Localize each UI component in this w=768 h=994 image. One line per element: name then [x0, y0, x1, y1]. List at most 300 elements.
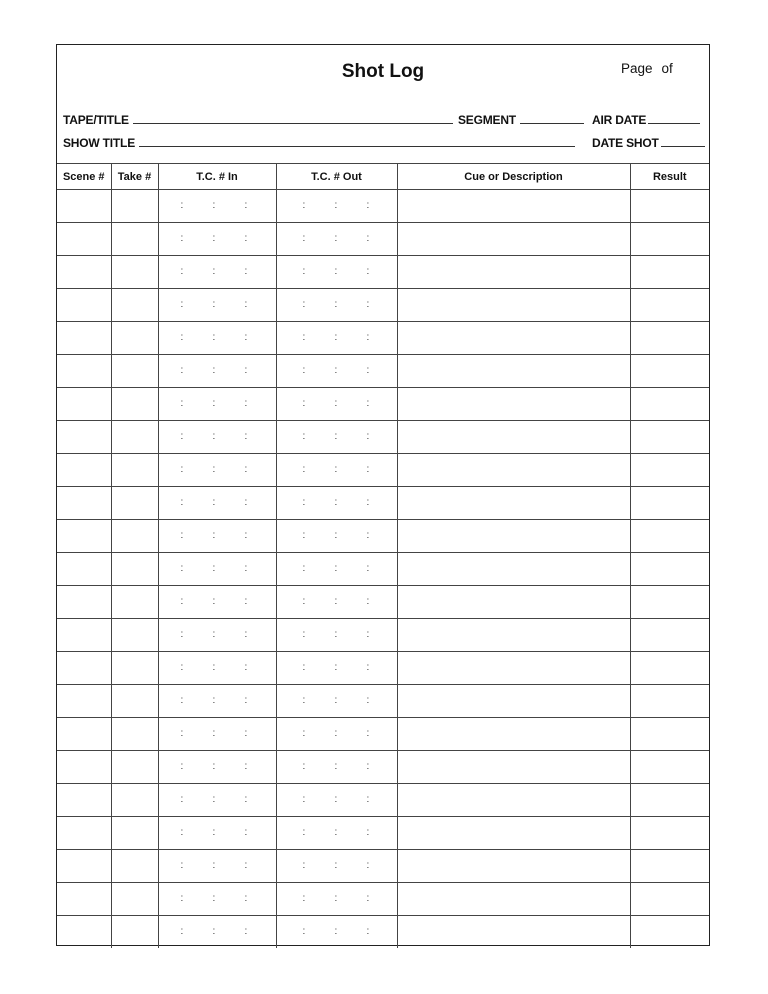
cue-description-cell[interactable] — [397, 322, 630, 355]
shot-log-form — [56, 44, 710, 946]
tc-in-cell[interactable] — [158, 289, 276, 322]
result-cell[interactable] — [630, 520, 709, 553]
cue-description-cell[interactable] — [397, 916, 630, 949]
timecode-separator: : — [212, 893, 216, 904]
timecode-separator: : — [212, 827, 216, 838]
cue-description-cell[interactable] — [397, 751, 630, 784]
cue-description-cell[interactable] — [397, 421, 630, 454]
tc-out-cell[interactable] — [276, 421, 397, 454]
col-header-take: Take # — [111, 164, 158, 190]
cue-description-cell[interactable] — [397, 586, 630, 619]
cue-description-cell[interactable] — [397, 388, 630, 421]
cue-description-cell[interactable] — [397, 289, 630, 322]
result-cell[interactable] — [630, 850, 709, 883]
result-cell[interactable] — [630, 685, 709, 718]
tc-in-cell[interactable] — [158, 520, 276, 553]
timecode-separator: : — [212, 596, 216, 607]
tc-out-cell[interactable] — [276, 586, 397, 619]
scene-cell[interactable] — [57, 289, 111, 322]
timecode-separator: : — [334, 794, 338, 805]
timecode-separator: : — [302, 299, 306, 310]
timecode-separator: : — [244, 695, 248, 706]
tc-in-cell[interactable] — [158, 784, 276, 817]
result-cell[interactable] — [630, 817, 709, 850]
result-cell[interactable] — [630, 586, 709, 619]
result-cell[interactable] — [630, 289, 709, 322]
timecode-separator: : — [302, 794, 306, 805]
timecode-separator: : — [302, 827, 306, 838]
timecode-separator: : — [212, 563, 216, 574]
timecode-separator: : — [212, 332, 216, 343]
take-cell[interactable] — [111, 289, 158, 322]
result-cell[interactable] — [630, 256, 709, 289]
tc-in-cell[interactable] — [158, 652, 276, 685]
timecode-separator: : — [212, 464, 216, 475]
result-cell[interactable] — [630, 751, 709, 784]
timecode-separator: : — [212, 299, 216, 310]
tc-in-cell[interactable] — [158, 388, 276, 421]
timecode-separator: : — [366, 695, 370, 706]
timecode-separator: : — [180, 200, 184, 211]
cue-description-cell[interactable] — [397, 619, 630, 652]
cue-description-cell[interactable] — [397, 520, 630, 553]
table-row — [57, 817, 709, 850]
timecode-separator: : — [180, 431, 184, 442]
cue-description-cell[interactable] — [397, 355, 630, 388]
table-row — [57, 883, 709, 916]
tc-out-cell[interactable] — [276, 619, 397, 652]
scene-cell[interactable] — [57, 421, 111, 454]
tc-in-cell[interactable] — [158, 850, 276, 883]
timecode-separator: : — [212, 761, 216, 772]
timecode-separator: : — [366, 200, 370, 211]
timecode-separator: : — [302, 464, 306, 475]
result-cell[interactable] — [630, 223, 709, 256]
timecode-separator: : — [180, 860, 184, 871]
result-cell[interactable] — [630, 883, 709, 916]
tc-out-cell[interactable] — [276, 553, 397, 586]
table-row — [57, 751, 709, 784]
scene-cell[interactable] — [57, 322, 111, 355]
tc-out-cell[interactable] — [276, 190, 397, 223]
table-row — [57, 586, 709, 619]
result-cell[interactable] — [630, 190, 709, 223]
timecode-separator: : — [180, 497, 184, 508]
timecode-separator: : — [334, 728, 338, 739]
timecode-separator: : — [334, 563, 338, 574]
timecode-separator: : — [366, 365, 370, 376]
timecode-separator: : — [366, 563, 370, 574]
table-row — [57, 223, 709, 256]
tc-in-cell[interactable] — [158, 883, 276, 916]
timecode-separator: : — [212, 695, 216, 706]
timecode-separator: : — [366, 332, 370, 343]
take-cell[interactable] — [111, 652, 158, 685]
tc-out-cell[interactable] — [276, 388, 397, 421]
timecode-separator: : — [244, 893, 248, 904]
tape-title-field[interactable] — [63, 113, 453, 127]
timecode-separator: : — [302, 332, 306, 343]
take-cell[interactable] — [111, 718, 158, 751]
tc-in-cell[interactable] — [158, 817, 276, 850]
timecode-separator: : — [244, 233, 248, 244]
result-cell[interactable] — [630, 454, 709, 487]
timecode-separator: : — [302, 629, 306, 640]
table-row — [57, 355, 709, 388]
timecode-separator: : — [180, 893, 184, 904]
tape-title-line[interactable] — [133, 123, 453, 124]
timecode-separator: : — [334, 596, 338, 607]
scene-cell[interactable] — [57, 850, 111, 883]
timecode-separator: : — [334, 266, 338, 277]
table-row — [57, 685, 709, 718]
cue-description-cell[interactable] — [397, 850, 630, 883]
timecode-separator: : — [366, 794, 370, 805]
cue-description-cell[interactable] — [397, 454, 630, 487]
timecode-separator: : — [302, 398, 306, 409]
segment-field[interactable] — [458, 113, 584, 127]
table-row — [57, 784, 709, 817]
timecode-separator: : — [244, 827, 248, 838]
timecode-separator: : — [244, 266, 248, 277]
cue-description-cell[interactable] — [397, 685, 630, 718]
scene-cell[interactable] — [57, 553, 111, 586]
timecode-separator: : — [212, 926, 216, 937]
timecode-separator: : — [334, 464, 338, 475]
result-cell[interactable] — [630, 355, 709, 388]
tc-in-cell[interactable] — [158, 454, 276, 487]
air-date-line[interactable] — [648, 123, 700, 124]
timecode-separator: : — [334, 530, 338, 541]
take-cell[interactable] — [111, 553, 158, 586]
cue-description-cell[interactable] — [397, 652, 630, 685]
result-cell[interactable] — [630, 784, 709, 817]
tc-out-cell[interactable] — [276, 355, 397, 388]
timecode-separator: : — [366, 662, 370, 673]
timecode-separator: : — [180, 596, 184, 607]
table-row — [57, 850, 709, 883]
timecode-separator: : — [302, 926, 306, 937]
timecode-separator: : — [302, 233, 306, 244]
take-cell[interactable] — [111, 784, 158, 817]
scene-cell[interactable] — [57, 256, 111, 289]
tc-in-cell[interactable] — [158, 718, 276, 751]
date-shot-field[interactable] — [592, 136, 705, 150]
timecode-separator: : — [366, 728, 370, 739]
tc-in-cell[interactable] — [158, 685, 276, 718]
take-cell[interactable] — [111, 619, 158, 652]
tc-in-cell[interactable] — [158, 355, 276, 388]
tc-out-cell[interactable] — [276, 652, 397, 685]
result-cell[interactable] — [630, 388, 709, 421]
timecode-separator: : — [244, 332, 248, 343]
tc-in-cell[interactable] — [158, 190, 276, 223]
tc-in-cell[interactable] — [158, 553, 276, 586]
timecode-separator: : — [302, 530, 306, 541]
tc-in-cell[interactable] — [158, 586, 276, 619]
timecode-separator: : — [302, 431, 306, 442]
tc-out-cell[interactable] — [276, 883, 397, 916]
table-header-row — [57, 164, 709, 190]
form-title: Shot Log — [341, 61, 425, 82]
scene-cell[interactable] — [57, 388, 111, 421]
take-cell[interactable] — [111, 751, 158, 784]
take-cell[interactable] — [111, 817, 158, 850]
table-row — [57, 322, 709, 355]
timecode-separator: : — [212, 530, 216, 541]
tc-out-cell[interactable] — [276, 256, 397, 289]
segment-label: SEGMENT — [458, 113, 516, 127]
result-cell[interactable] — [630, 916, 709, 949]
take-cell[interactable] — [111, 520, 158, 553]
segment-line[interactable] — [520, 123, 584, 124]
scene-cell[interactable] — [57, 751, 111, 784]
scene-cell[interactable] — [57, 916, 111, 949]
result-cell[interactable] — [630, 322, 709, 355]
take-cell[interactable] — [111, 883, 158, 916]
timecode-separator: : — [244, 860, 248, 871]
table-row — [57, 421, 709, 454]
table-row — [57, 388, 709, 421]
tc-out-cell[interactable] — [276, 487, 397, 520]
timecode-separator: : — [212, 365, 216, 376]
date-shot-line[interactable] — [661, 146, 705, 147]
result-cell[interactable] — [630, 487, 709, 520]
cue-description-cell[interactable] — [397, 223, 630, 256]
tc-out-cell[interactable] — [276, 223, 397, 256]
timecode-separator: : — [334, 200, 338, 211]
cue-description-cell[interactable] — [397, 784, 630, 817]
scene-cell[interactable] — [57, 784, 111, 817]
timecode-separator: : — [302, 695, 306, 706]
timecode-separator: : — [334, 299, 338, 310]
timecode-separator: : — [180, 365, 184, 376]
timecode-separator: : — [366, 827, 370, 838]
tc-out-cell[interactable] — [276, 784, 397, 817]
timecode-separator: : — [180, 332, 184, 343]
tc-out-cell[interactable] — [276, 520, 397, 553]
timecode-separator: : — [244, 530, 248, 541]
timecode-separator: : — [334, 431, 338, 442]
timecode-separator: : — [212, 233, 216, 244]
col-header-result: Result — [630, 164, 709, 190]
timecode-separator: : — [180, 530, 184, 541]
take-cell[interactable] — [111, 256, 158, 289]
tc-out-cell[interactable] — [276, 322, 397, 355]
tc-in-cell[interactable] — [158, 487, 276, 520]
scene-cell[interactable] — [57, 487, 111, 520]
take-cell[interactable] — [111, 850, 158, 883]
timecode-separator: : — [302, 266, 306, 277]
scene-cell[interactable] — [57, 718, 111, 751]
timecode-separator: : — [180, 728, 184, 739]
result-cell[interactable] — [630, 652, 709, 685]
timecode-separator: : — [334, 860, 338, 871]
cue-description-cell[interactable] — [397, 190, 630, 223]
timecode-separator: : — [302, 860, 306, 871]
take-cell[interactable] — [111, 421, 158, 454]
timecode-separator: : — [244, 464, 248, 475]
timecode-separator: : — [366, 860, 370, 871]
table-row — [57, 652, 709, 685]
take-cell[interactable] — [111, 685, 158, 718]
result-cell[interactable] — [630, 718, 709, 751]
table-row — [57, 289, 709, 322]
tc-out-cell[interactable] — [276, 817, 397, 850]
scene-cell[interactable] — [57, 520, 111, 553]
scene-cell[interactable] — [57, 652, 111, 685]
timecode-separator: : — [366, 266, 370, 277]
take-cell[interactable] — [111, 322, 158, 355]
air-date-label: AIR DATE — [592, 113, 647, 127]
tc-out-cell[interactable] — [276, 751, 397, 784]
timecode-separator: : — [334, 332, 338, 343]
show-title-line[interactable] — [139, 146, 575, 147]
take-cell[interactable] — [111, 487, 158, 520]
tc-in-cell[interactable] — [158, 421, 276, 454]
timecode-separator: : — [302, 893, 306, 904]
col-header-tc-in: T.C. # In — [158, 164, 276, 190]
cue-description-cell[interactable] — [397, 883, 630, 916]
timecode-separator: : — [366, 596, 370, 607]
col-header-tc-out: T.C. # Out — [276, 164, 397, 190]
timecode-separator: : — [212, 266, 216, 277]
table-row — [57, 553, 709, 586]
table-row — [57, 916, 709, 949]
tc-out-cell[interactable] — [276, 685, 397, 718]
timecode-separator: : — [334, 695, 338, 706]
table-body — [57, 190, 709, 949]
cue-description-cell[interactable] — [397, 553, 630, 586]
scene-cell[interactable] — [57, 355, 111, 388]
timecode-separator: : — [244, 398, 248, 409]
timecode-separator: : — [244, 761, 248, 772]
table-row — [57, 256, 709, 289]
take-cell[interactable] — [111, 223, 158, 256]
col-header-scene: Scene # — [57, 164, 111, 190]
timecode-separator: : — [212, 497, 216, 508]
tc-out-cell[interactable] — [276, 289, 397, 322]
timecode-separator: : — [212, 200, 216, 211]
tc-out-cell[interactable] — [276, 916, 397, 949]
timecode-separator: : — [180, 233, 184, 244]
tc-out-cell[interactable] — [276, 850, 397, 883]
timecode-separator: : — [180, 266, 184, 277]
timecode-separator: : — [302, 563, 306, 574]
take-cell[interactable] — [111, 916, 158, 949]
timecode-separator: : — [212, 728, 216, 739]
page-label: Page — [621, 61, 653, 76]
take-cell[interactable] — [111, 190, 158, 223]
timecode-separator: : — [180, 827, 184, 838]
show-title-field[interactable] — [63, 136, 575, 150]
timecode-separator: : — [212, 662, 216, 673]
table-row — [57, 619, 709, 652]
scene-cell[interactable] — [57, 619, 111, 652]
scene-cell[interactable] — [57, 883, 111, 916]
show-title-label: SHOW TITLE — [63, 136, 135, 150]
tc-in-cell[interactable] — [158, 223, 276, 256]
scene-cell[interactable] — [57, 586, 111, 619]
cue-description-cell[interactable] — [397, 718, 630, 751]
timecode-separator: : — [180, 629, 184, 640]
cue-description-cell[interactable] — [397, 817, 630, 850]
table-row — [57, 190, 709, 223]
tc-in-cell[interactable] — [158, 619, 276, 652]
timecode-separator: : — [334, 662, 338, 673]
timecode-separator: : — [302, 761, 306, 772]
timecode-separator: : — [334, 233, 338, 244]
timecode-separator: : — [244, 596, 248, 607]
tc-in-cell[interactable] — [158, 256, 276, 289]
timecode-separator: : — [180, 662, 184, 673]
timecode-separator: : — [180, 794, 184, 805]
scene-cell[interactable] — [57, 454, 111, 487]
tc-out-cell[interactable] — [276, 718, 397, 751]
scene-cell[interactable] — [57, 223, 111, 256]
timecode-separator: : — [366, 893, 370, 904]
timecode-separator: : — [180, 926, 184, 937]
result-cell[interactable] — [630, 421, 709, 454]
timecode-separator: : — [244, 497, 248, 508]
cue-description-cell[interactable] — [397, 256, 630, 289]
timecode-separator: : — [366, 497, 370, 508]
timecode-separator: : — [366, 233, 370, 244]
shot-log-table — [57, 163, 709, 948]
timecode-separator: : — [244, 200, 248, 211]
timecode-separator: : — [302, 728, 306, 739]
timecode-separator: : — [334, 926, 338, 937]
timecode-separator: : — [180, 695, 184, 706]
scene-cell[interactable] — [57, 685, 111, 718]
result-cell[interactable] — [630, 619, 709, 652]
result-cell[interactable] — [630, 553, 709, 586]
timecode-separator: : — [366, 530, 370, 541]
timecode-separator: : — [334, 365, 338, 376]
timecode-separator: : — [334, 761, 338, 772]
timecode-separator: : — [180, 761, 184, 772]
scene-cell[interactable] — [57, 817, 111, 850]
timecode-separator: : — [244, 794, 248, 805]
timecode-separator: : — [244, 431, 248, 442]
timecode-separator: : — [212, 860, 216, 871]
timecode-separator: : — [244, 299, 248, 310]
tc-out-cell[interactable] — [276, 454, 397, 487]
timecode-separator: : — [366, 398, 370, 409]
timecode-separator: : — [334, 893, 338, 904]
tc-in-cell[interactable] — [158, 751, 276, 784]
air-date-field[interactable] — [592, 113, 700, 127]
take-cell[interactable] — [111, 355, 158, 388]
table-row — [57, 520, 709, 553]
take-cell[interactable] — [111, 454, 158, 487]
timecode-separator: : — [302, 365, 306, 376]
tape-title-label: TAPE/TITLE — [63, 113, 129, 127]
timecode-separator: : — [180, 464, 184, 475]
timecode-separator: : — [180, 398, 184, 409]
tc-in-cell[interactable] — [158, 916, 276, 949]
timecode-separator: : — [212, 629, 216, 640]
timecode-separator: : — [334, 629, 338, 640]
timecode-separator: : — [334, 497, 338, 508]
take-cell[interactable] — [111, 388, 158, 421]
timecode-separator: : — [180, 299, 184, 310]
of-label: of — [661, 61, 673, 76]
tc-in-cell[interactable] — [158, 322, 276, 355]
scene-cell[interactable] — [57, 190, 111, 223]
take-cell[interactable] — [111, 586, 158, 619]
cue-description-cell[interactable] — [397, 487, 630, 520]
